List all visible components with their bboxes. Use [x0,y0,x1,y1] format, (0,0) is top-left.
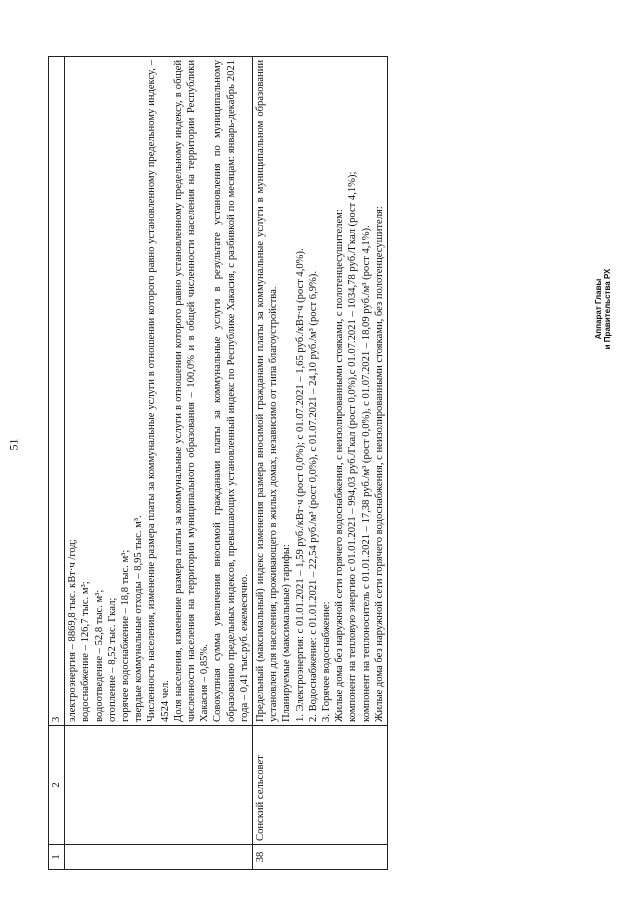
text-line: 1. Электроэнергия: с 01.01.2021 – 1,59 руб./кВт·ч (рост 0,0%); с 01.07.2021 – 1,65 руб./кВт·ч (рост 4,0%). [294,248,306,722]
municipality-name-cell: Сонский сельсовет [253,726,388,845]
text-paragraph: Численность населения, изменение размера платы за коммунальные услуги в отношении которого равно установленному предельному индексу, – 4524 чел. [146,60,171,722]
row-number-cell-empty [65,845,253,870]
row-number-cell: 38 [253,845,388,870]
description-cell [65,57,253,726]
rotated-page [48,10,588,870]
text-line: электроэнергия – 8869,8 тыс. кВт·ч /год; [67,539,79,722]
office-stamp [594,264,612,354]
text-line: водоснабжение – 126,7 тыс. м³; [80,581,92,722]
text-line: горячее водоснабжение – 18,8 тыс. м³; [120,549,132,722]
text-paragraph: Жилые дома без наружной сети горячего водоснабжения, с неизолированными стояками, без полотенцесушителя: [373,206,385,722]
text-paragraph: компонент на тепловую энергию с 01.01.2021 – 994,03 руб./Гкал (рост 0,0%),с 01.07.2021 – 1034,78 руб./Гкал (рост 4,1%); [347,171,359,722]
text-paragraph: Предельный (максимальный) индекс изменения размера вносимой гражданами платы за коммунальные услуги в муниципальном образовании установлен для населения, проживающего в жилых домах, независимо от типа благоустройства. [255,60,280,722]
text-paragraph: Жилые дома без наружной сети горячего водоснабжения, с неизолированными стояками, с полотенцесушителем: [334,209,346,722]
page-number: 51 [6,438,21,451]
header-col-2: 2 [49,726,65,845]
document-table [48,56,388,870]
text-paragraph: Доля населения, изменение размера платы за коммунальные услуги в отношении которого равно установленному предельному индексу, в общей численности населения на территории муниципального образования – 100,0% и в общей численности населения на территории Республики Хакасия – 0,85%. [172,60,211,722]
text-paragraph: компонент на теплоноситель с 01.01.2021 – 17,38 руб./м³ (рост 0,0%), с 01.07.2021 – 18,09 руб./м³ (рост 4,1%). [360,225,372,722]
text-line: 3. Горячее водоснабжение: [321,601,333,722]
municipality-cell-empty [65,726,253,845]
text-paragraph: Совокупная сумма увеличения вносимой гражданами платы за коммунальные услуги в результате установления по муниципальному образованию предельных индексов, превышающих установленный индекс по Республике Хакасия, с разбивкой по месяцам: январь-декабрь 2021 года – 0,41 тыс.руб. ежемесячно. [212,60,250,722]
stamp-line-1: Аппарат Главы [594,278,603,340]
description-cell [253,57,388,726]
table-row-38 [253,57,388,870]
text-line: отопление – 8,52 тыс. Гкал; [106,597,118,722]
text-line: 2. Водоснабжение: с 01.01.2021 – 22,54 руб./м³ (рост 0,0%), с 01.07.2021 – 24,10 руб./м³ (рост 6,9%). [307,270,319,722]
table-header-row [49,57,65,870]
text-line: твердые коммунальные отходы – 8,95 тыс. м³. [133,515,145,722]
header-col-3: 3 [49,57,65,726]
table-row-continuation [65,57,253,870]
text-line: Планируемые (максимальные) тарифы: [281,544,293,722]
stamp-line-2: и Правительства РХ [603,268,612,350]
text-line: водоотведение – 52,8 тыс. м³; [93,589,105,722]
header-col-1: 1 [49,845,65,870]
